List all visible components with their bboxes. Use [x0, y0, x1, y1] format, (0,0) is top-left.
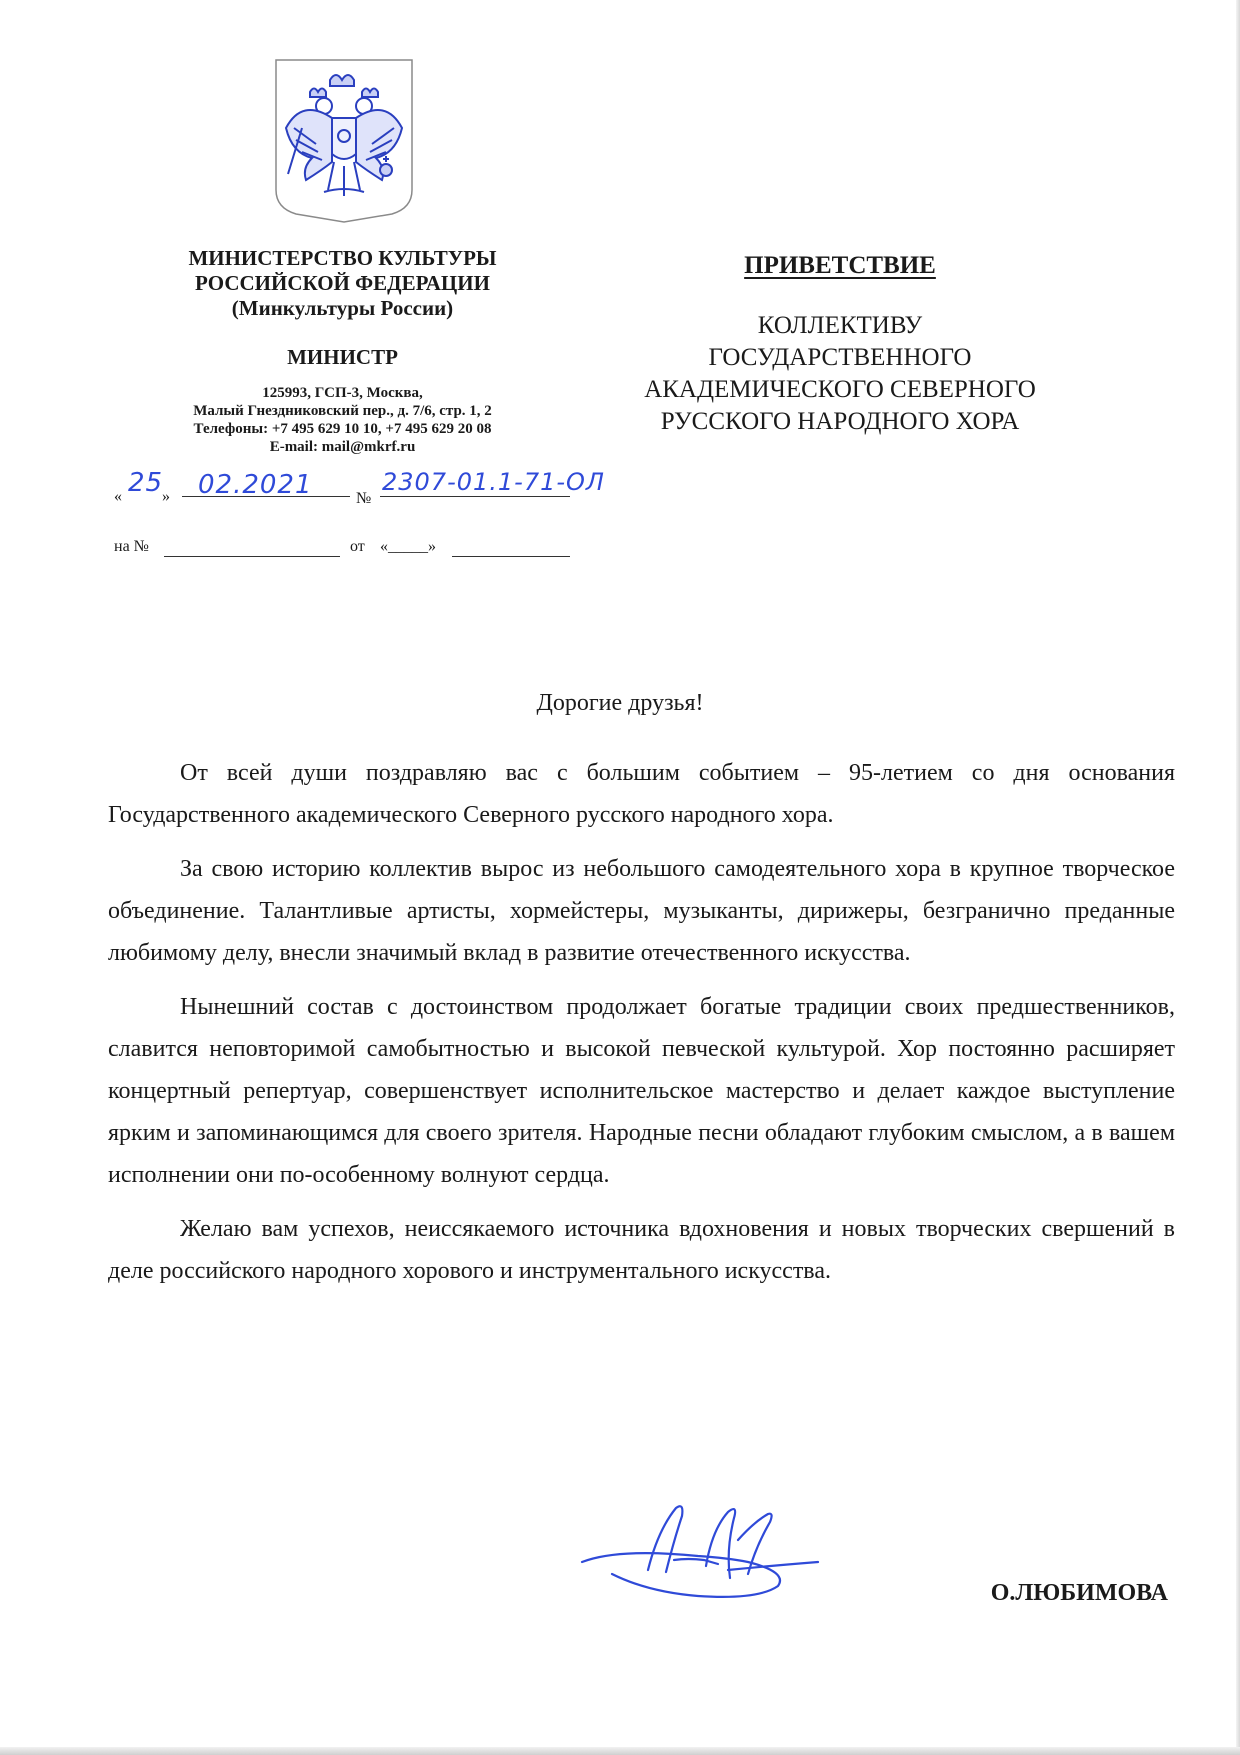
address-line: 125993, ГСП-3, Москва, — [262, 385, 423, 401]
address-line: Телефоны: +7 495 629 10 10, +7 495 629 20 08 — [193, 421, 492, 437]
letter-body — [108, 752, 1175, 1304]
scan-edge — [0, 1747, 1240, 1755]
ministry-address — [110, 384, 575, 456]
from-label: от — [350, 538, 365, 555]
recipient-line: ГОСУДАРСТВЕННОГО — [708, 344, 972, 371]
ref-date-line — [452, 538, 570, 557]
handwritten-day: 25 — [128, 468, 164, 498]
number-sign: № — [356, 490, 372, 507]
body-paragraph: Нынешний состав с достоинством продолжает богатые традиции своих предшественников, славится неповторимой самобытностью и высокой певческой культурой. Хор постоянно расширяет концертный репертуар, совершенствует исполнительское мастерство и делает каждое выступление ярким и запоминающимся для своего зрителя. Народные песни обладают глубоким смыслом, а в вашем исполнении они по-особенному волнуют сердца. — [108, 994, 1175, 1188]
address-line: Малый Гнездниковский пер., д. 7/6, стр. 1, 2 — [193, 403, 492, 419]
ministry-short-name: (Минкультуры России) — [231, 296, 454, 320]
reference-row — [112, 538, 572, 562]
ministry-name-line: РОССИЙСКОЙ ФЕДЕРАЦИИ — [195, 271, 490, 295]
ministry-header — [110, 246, 575, 456]
recipient — [590, 310, 1090, 438]
recipient-line: КОЛЛЕКТИВУ — [757, 312, 923, 339]
salutation: Дорогие друзья! — [536, 690, 704, 716]
state-emblem-icon — [272, 58, 416, 224]
handwritten-signature — [578, 1500, 828, 1610]
ministry-name-line: МИНИСТЕРСТВО КУЛЬТУРЫ — [188, 246, 497, 270]
signer-name: О.ЛЮБИМОВА — [990, 1580, 1168, 1606]
quote-open: « — [114, 488, 122, 505]
position-title: МИНИСТР — [287, 345, 398, 369]
handwritten-number: 2307-01.1-71-ОЛ — [382, 468, 605, 496]
handwritten-date: 02.2021 — [198, 470, 313, 500]
address-line: E-mail: mail@mkrf.ru — [269, 439, 416, 455]
recipient-line: РУССКОГО НАРОДНОГО ХОРА — [660, 408, 1020, 435]
greeting-heading — [590, 252, 1090, 438]
ref-label: на № — [114, 538, 149, 555]
document-title: ПРИВЕТСТВИЕ — [744, 252, 936, 279]
ref-number-line — [164, 538, 340, 557]
recipient-line: АКАДЕМИЧЕСКОГО СЕВЕРНОГО — [644, 376, 1036, 403]
body-paragraph: Желаю вам успехов, неиссякаемого источника вдохновения и новых творческих свершений в деле российского народного хорового и инструментального искусства. — [108, 1216, 1175, 1284]
body-paragraph: От всей души поздравляю вас с большим событием – 95-летием со дня основания Государственного академического Северного русского народного хора. — [108, 760, 1175, 828]
ref-date-quotes: «_____» — [380, 538, 436, 555]
quote-close: » — [162, 488, 170, 505]
registration-row — [112, 468, 672, 512]
scan-edge — [1236, 0, 1240, 1755]
body-paragraph: За свою историю коллектив вырос из небольшого самодеятельного хора в крупное творческое объединение. Талантливые артисты, хормейстеры, музыканты, дирижеры, безгранично преданные любимому делу, внесли значимый вклад в развитие отечественного искусства. — [108, 856, 1175, 966]
